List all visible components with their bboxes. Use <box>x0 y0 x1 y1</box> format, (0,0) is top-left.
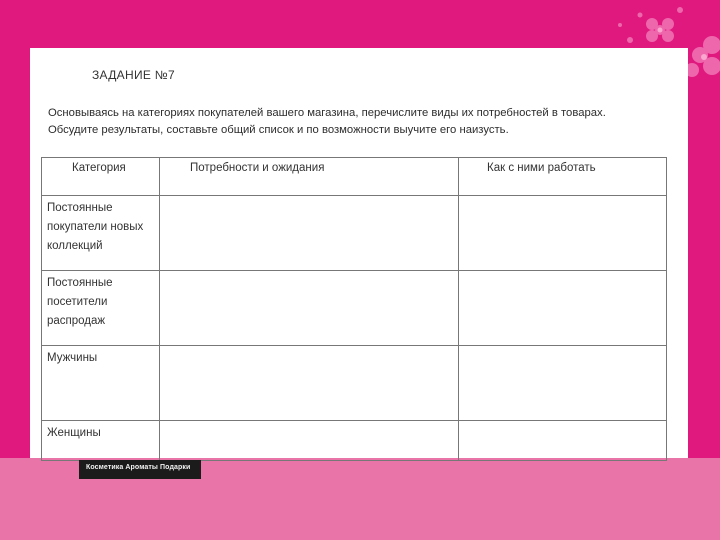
how-to-work-cell[interactable] <box>459 421 667 461</box>
needs-cell[interactable] <box>160 271 459 346</box>
instruction-line-2: Обсудите результаты, составьте общий список и по возможности выучите его наизусть. <box>48 124 509 136</box>
task-title: ЗАДАНИЕ №7 <box>92 68 175 82</box>
needs-cell[interactable] <box>160 346 459 421</box>
category-cell: Постоянные посетители распродаж <box>42 271 160 346</box>
category-cell: Женщины <box>42 421 160 461</box>
brand-logo-text: Косметика Ароматы Подарки <box>86 464 191 471</box>
table-row <box>42 271 667 346</box>
task-sheet <box>30 48 688 458</box>
needs-table <box>41 157 667 461</box>
table-row <box>42 421 667 461</box>
table-row <box>42 346 667 421</box>
needs-cell[interactable] <box>160 196 459 271</box>
how-to-work-cell[interactable] <box>459 196 667 271</box>
how-to-work-cell[interactable] <box>459 271 667 346</box>
task-instructions <box>48 105 682 139</box>
category-cell: Мужчины <box>42 346 160 421</box>
category-cell: Постоянные покупатели новых коллекций <box>42 196 160 271</box>
column-header-category: Категория <box>42 158 160 196</box>
how-to-work-cell[interactable] <box>459 346 667 421</box>
column-header-needs: Потребности и ожидания <box>160 158 459 196</box>
table-header-row <box>42 158 667 196</box>
instruction-line-1: Основываясь на категориях покупателей вашего магазина, перечислите виды их потребностей в товарах. <box>48 107 606 119</box>
table-row <box>42 196 667 271</box>
brand-logo <box>79 460 201 479</box>
needs-cell[interactable] <box>160 421 459 461</box>
column-header-how-to-work: Как с ними работать <box>459 158 667 196</box>
